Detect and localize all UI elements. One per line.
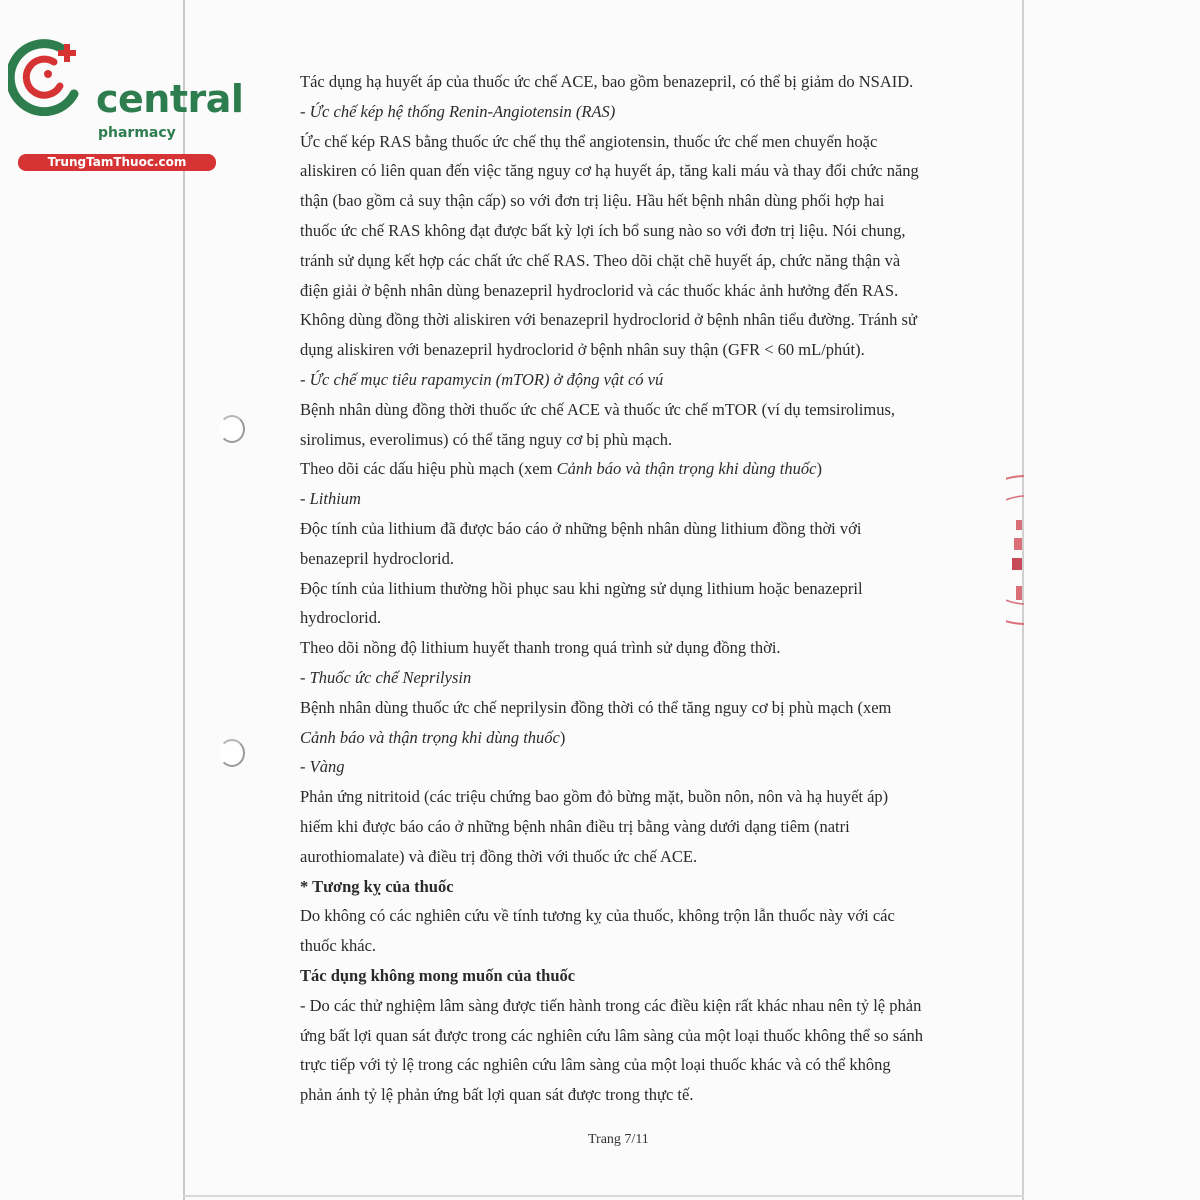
text-line [300, 1080, 990, 1110]
text-run: - Do các thử nghiệm lâm sàng được tiến hành trong các điều kiện rất khác nhau nên tỷ lệ phản [300, 995, 922, 1015]
punch-hole-bottom [219, 739, 245, 767]
text-line [300, 1050, 990, 1080]
logo-subtitle: pharmacy [98, 125, 176, 141]
central-pharmacy-logo[interactable] [8, 36, 244, 169]
text-line [300, 97, 990, 127]
text-run: thận (bao gồm cả suy thận cấp) so với đơn trị liệu. Hầu hết bệnh nhân dùng phối hợp hai [300, 191, 885, 211]
text-run: * Tương kỵ của thuốc [300, 876, 454, 896]
text-run: tránh sử dụng kết hợp các chất ức chế RAS. Theo dõi chặt chẽ huyết áp, chức năng thận và [300, 250, 901, 270]
stamp-icon [1006, 470, 1024, 630]
text-line [300, 633, 990, 663]
text-line [300, 127, 990, 157]
logo-url-badge: TrungTamThuoc.com [18, 154, 216, 171]
text-line [300, 812, 990, 842]
text-line [300, 782, 990, 812]
text-line [300, 872, 990, 902]
text-run: Tác dụng hạ huyết áp của thuốc ức chế ACE, bao gồm benazepril, có thể bị giảm do NSAID. [300, 72, 914, 91]
text-line [300, 991, 990, 1021]
text-line [300, 901, 990, 931]
text-run: điện giải ở bệnh nhân dùng benazepril hydroclorid và các thuốc khác ảnh hưởng đến RAS. [300, 280, 899, 300]
text-run: hydroclorid. [300, 608, 382, 628]
text-run: Do không có các nghiên cứu về tính tương kỵ của thuốc, không trộn lẫn thuốc này với các [300, 906, 895, 926]
text-run: hiếm khi được báo cáo ở những bệnh nhân điều trị bằng vàng dưới dạng tiêm (natri [300, 816, 850, 836]
text-line [300, 544, 990, 574]
text-line [300, 305, 990, 335]
text-line [300, 67, 990, 97]
paper-edge-bottom [183, 1195, 1024, 1197]
text-line [300, 454, 990, 484]
text-run: Phản ứng nitritoid (các triệu chứng bao gồm đỏ bừng mặt, buồn nôn, nôn và hạ huyết áp) [300, 787, 889, 807]
text-run: Ức chế kép RAS bằng thuốc ức chế thụ thể angiotensin, thuốc ức chế men chuyển hoặc [300, 131, 878, 151]
text-run: - Thuốc ức chế Neprilysin [300, 667, 472, 687]
text-run: trực tiếp với tỷ lệ trong các nghiên cứu lâm sàng của một loại thuốc khác và có thể không [300, 1055, 891, 1075]
text-run: ứng bất lợi quan sát được trong các nghiên cứu lâm sàng của một loại thuốc không thể so sánh [300, 1025, 924, 1045]
text-run: sirolimus, everolimus) có thể tăng nguy cơ bị phù mạch. [300, 429, 673, 449]
punch-hole-top [219, 415, 245, 443]
text-run: - Vàng [300, 757, 345, 777]
text-run: Theo dõi các dấu hiệu phù mạch (xem [300, 459, 557, 479]
text-line [300, 961, 990, 991]
text-line [300, 216, 990, 246]
text-run: - Ức chế kép hệ thống Renin-Angiotensin (RAS) [300, 101, 616, 121]
text-line [300, 246, 990, 276]
text-run: thuốc khác. [300, 936, 377, 956]
logo-c-icon [8, 36, 98, 116]
text-line [300, 484, 990, 514]
text-run: phản ánh tỷ lệ phản ứng bất lợi quan sát được trong thực tế. [300, 1085, 694, 1105]
text-line [300, 514, 990, 544]
text-line [300, 335, 990, 365]
page-number: Trang 7/11 [588, 1132, 649, 1147]
logo-name: central [96, 77, 244, 121]
text-line [300, 425, 990, 455]
text-run: Tác dụng không mong muốn của thuốc [300, 965, 576, 985]
text-run: Cảnh báo và thận trọng khi dùng thuốc [556, 459, 817, 479]
text-line [300, 365, 990, 395]
text-run: Theo dõi nồng độ lithium huyết thanh trong quá trình sử dụng đồng thời. [300, 638, 781, 658]
text-run: aliskiren có liên quan đến việc tăng nguy cơ hạ huyết áp, tăng kali máu và thay đổi chức năng [300, 161, 919, 181]
text-line [300, 395, 990, 425]
text-line [300, 156, 990, 186]
text-line [300, 693, 990, 723]
text-line [300, 723, 990, 753]
text-run: aurothiomalate) và điều trị đồng thời với thuốc ức chế ACE. [300, 846, 698, 866]
text-run: Bệnh nhân dùng thuốc ức chế neprilysin đồng thời có thể tăng nguy cơ bị phù mạch (xem [300, 697, 892, 717]
text-run: - Lithium [300, 489, 361, 509]
text-line [300, 1021, 990, 1051]
text-line [300, 186, 990, 216]
text-run: dụng aliskiren với benazepril hydroclorid ở bệnh nhân suy thận (GFR < 60 mL/phút). [300, 340, 865, 360]
text-line [300, 603, 990, 633]
text-run: thuốc ức chế RAS không đạt được bất kỳ lợi ích bổ sung nào so với đơn trị liệu. Nói chung, [300, 220, 906, 240]
document-body [300, 67, 990, 1110]
paper-edge-left [183, 0, 185, 1200]
text-run: - Ức chế mục tiêu rapamycin (mTOR) ở động vật có vú [300, 369, 664, 389]
text-run: ) [816, 459, 822, 479]
text-run: ) [559, 727, 566, 747]
text-line [300, 752, 990, 782]
text-run: Không dùng đồng thời aliskiren với benazepril hydroclorid ở bệnh nhân tiểu đường. Tránh sử [300, 310, 917, 330]
red-stamp-fragment [1006, 470, 1024, 630]
text-line [300, 842, 990, 872]
text-line [300, 276, 990, 306]
text-run: Độc tính của lithium đã được báo cáo ở những bệnh nhân dùng lithium đồng thời với [300, 518, 862, 538]
text-line [300, 931, 990, 961]
text-run: Độc tính của lithium thường hồi phục sau khi ngừng sử dụng lithium hoặc benazepril [300, 578, 863, 598]
text-run: Bệnh nhân dùng đồng thời thuốc ức chế ACE và thuốc ức chế mTOR (ví dụ temsirolimus, [300, 399, 896, 419]
text-run: Cảnh báo và thận trọng khi dùng thuốc [300, 727, 560, 747]
text-line [300, 663, 990, 693]
text-run: benazepril hydroclorid. [300, 548, 454, 568]
text-line [300, 574, 990, 604]
